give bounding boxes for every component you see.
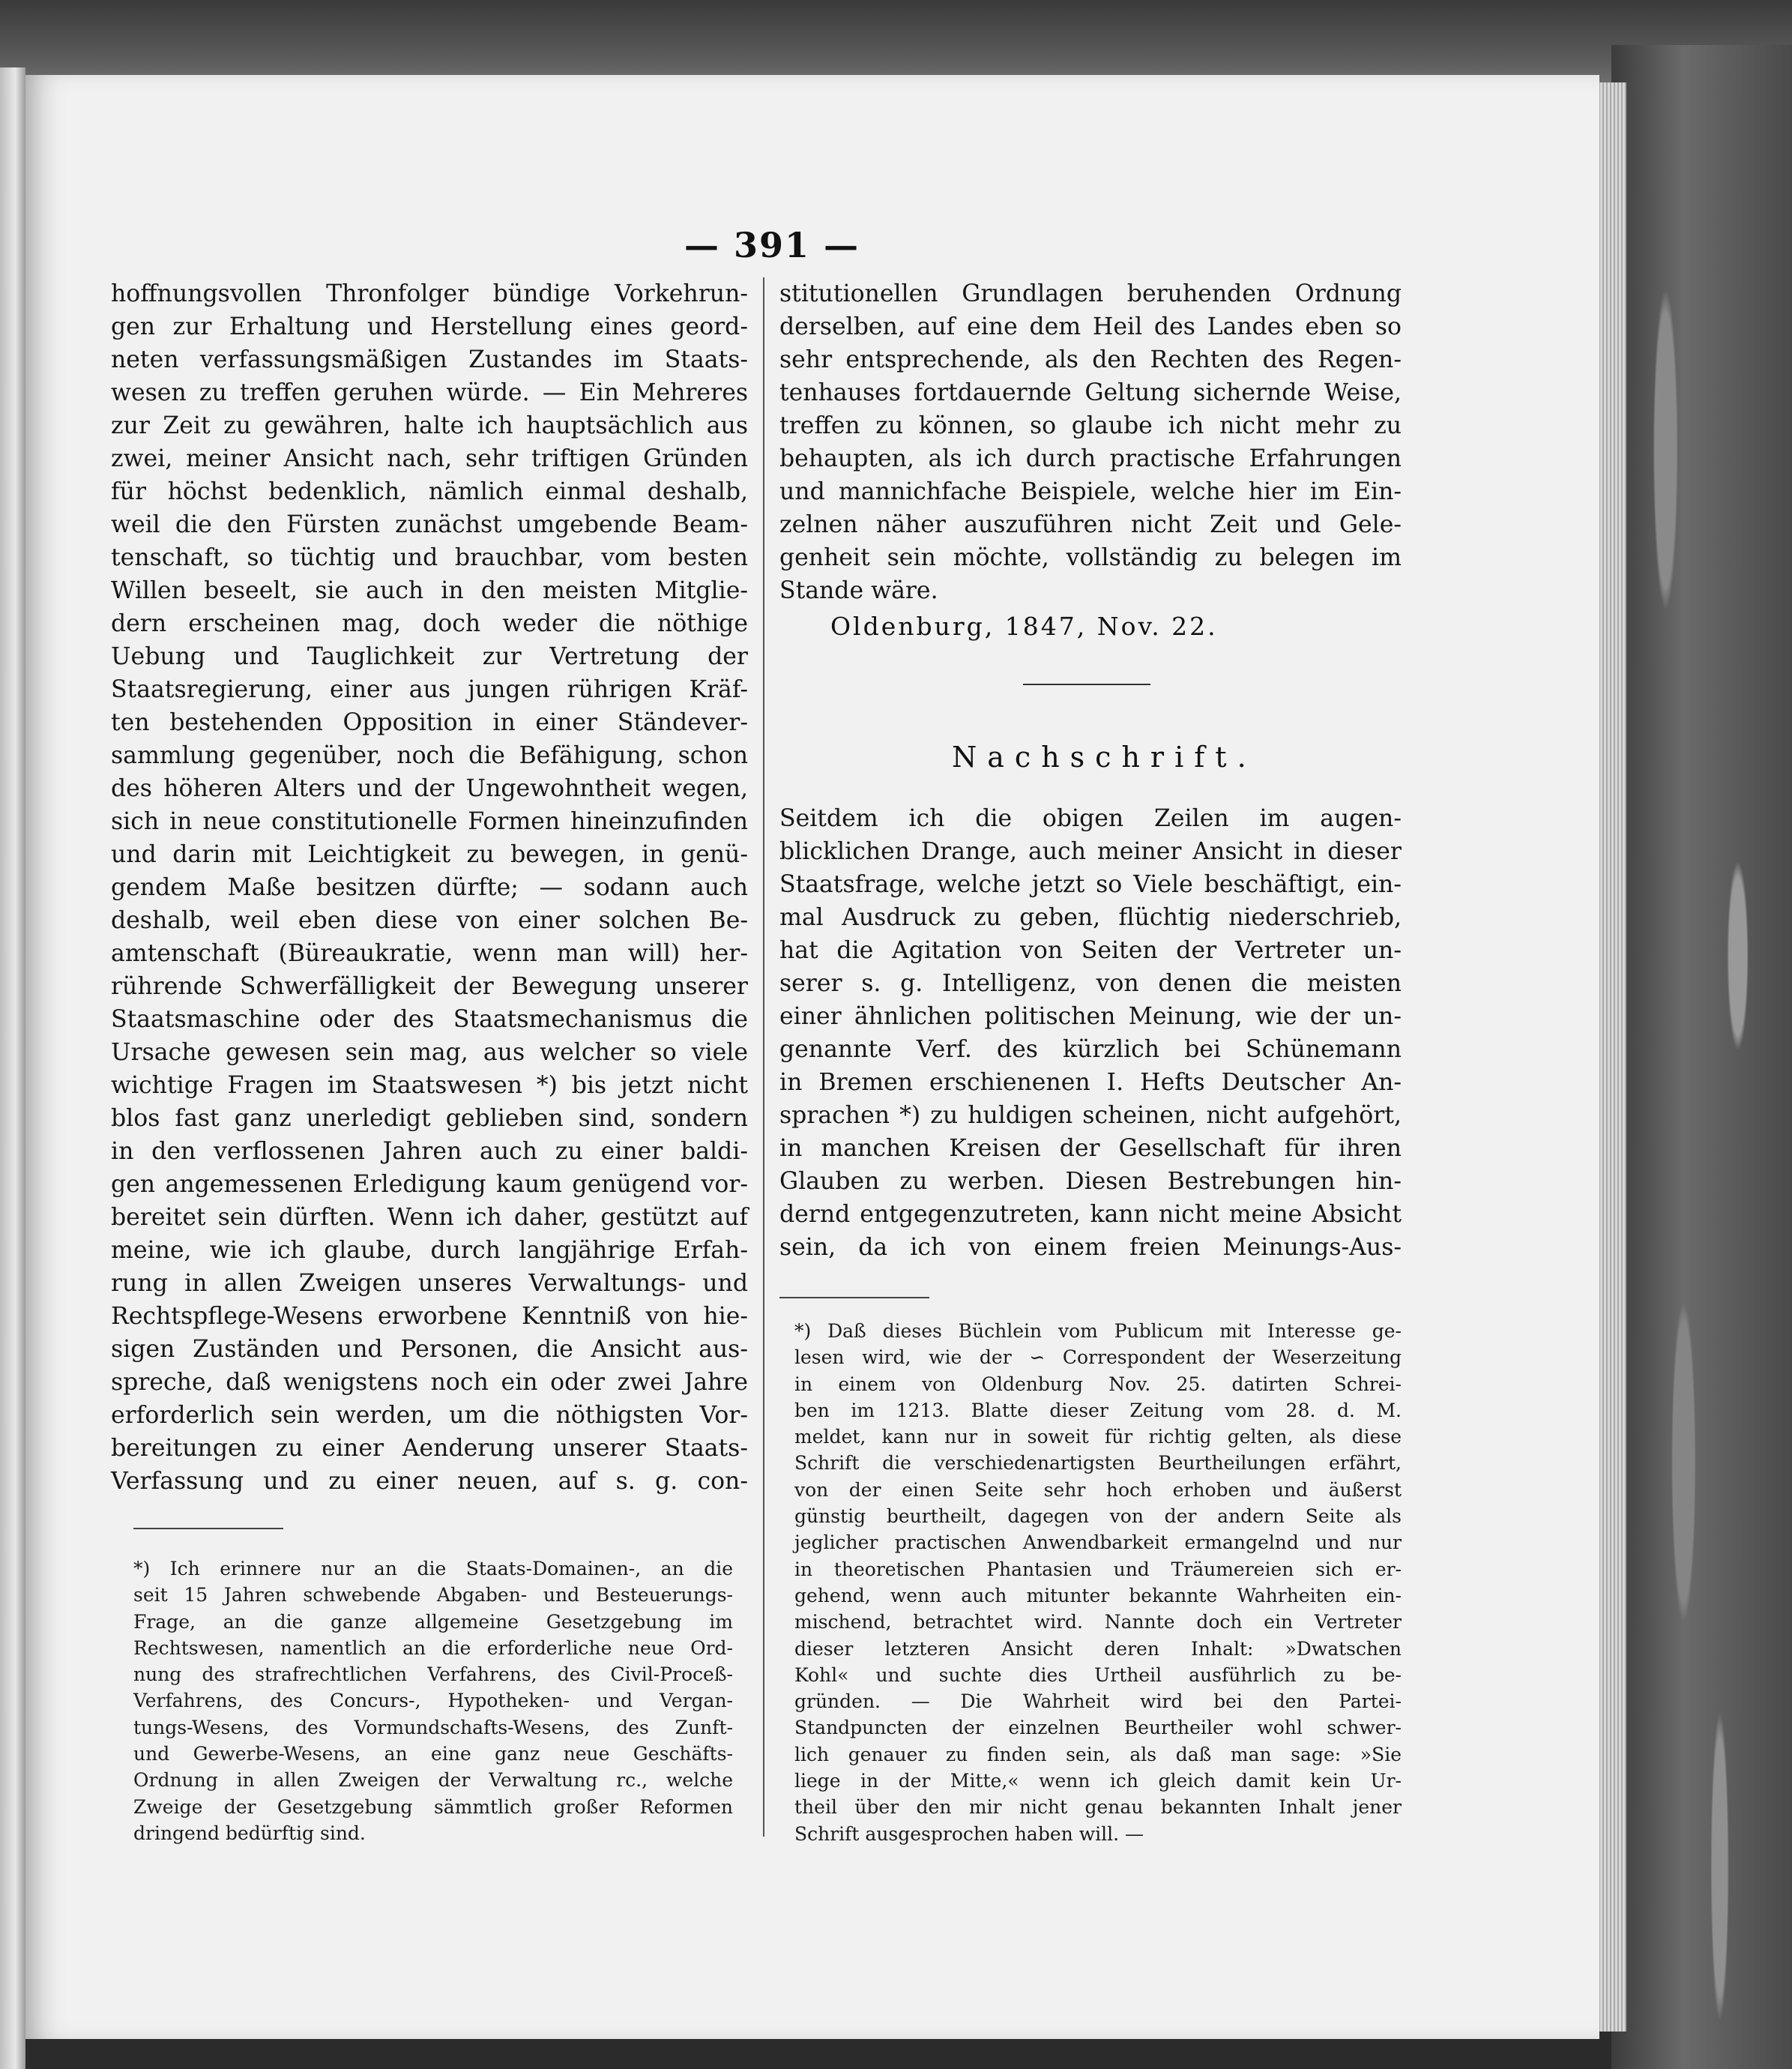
text-line: zelnen näher auszuführen nicht Zeit und Gele- <box>779 511 1402 538</box>
text-line: *) Daß dieses Büchlein vom Publicum mit Interesse ge- <box>794 1320 1402 1342</box>
text-line: deshalb, weil eben diese von einer solchen Be- <box>111 907 748 934</box>
text-line: für höchst bedenklich, nämlich einmal deshalb, <box>111 478 748 505</box>
text-line: mischend, betrachtet wird. Nannte doch ein Vertreter <box>794 1611 1402 1633</box>
text-line: in theoretischen Phantasien und Träumereien sich er- <box>794 1558 1402 1580</box>
text-line: wichtige Fragen im Staatswesen *) bis jetzt nicht <box>111 1072 748 1099</box>
text-line: des höheren Alters und der Ungewohntheit wegen, <box>111 775 748 802</box>
text-line: und Gewerbe-Wesens, an eine ganz neue Geschäfts- <box>133 1743 733 1765</box>
text-line: neten verfassungsmäßigen Zustandes im Staats- <box>111 346 748 373</box>
text-line: dernd entgegenzutreten, kann nicht meine Absicht <box>779 1201 1402 1228</box>
text-line: ben im 1213. Blatte dieser Zeitung vom 28. d. M. <box>794 1399 1402 1421</box>
text-line: Zweige der Gesetzgebung sämmtlich großer Reformen <box>133 1795 733 1818</box>
text-line: genannte Verf. des kürzlich bei Schünemann <box>779 1036 1402 1063</box>
footnote-rule-right <box>779 1297 929 1298</box>
text-line: gen angemessenen Erledigung kaum genügend vor- <box>111 1171 748 1198</box>
text-line: treffen zu können, so glaube ich nicht mehr zu <box>779 412 1402 439</box>
right-column-body <box>779 802 1402 1264</box>
text-line: in den verflossenen Jahren auch zu einer baldi- <box>111 1138 748 1165</box>
text-line: einer ähnlichen politischen Meinung, wie der un- <box>779 1003 1402 1030</box>
text-line: Verfahrens, des Concurs-, Hypotheken- und Vergan- <box>133 1690 733 1712</box>
text-line: hoffnungsvollen Thronfolger bündige Vorkehrun- <box>111 280 748 307</box>
text-line: blos fast ganz unerledigt geblieben sind, sondern <box>111 1105 748 1132</box>
text-line: rung in allen Zweigen unseres Verwaltungs- und <box>111 1270 748 1297</box>
text-line: zur Zeit zu gewähren, halte ich hauptsächlich aus <box>111 412 748 439</box>
text-line: zwei, meiner Ansicht nach, sehr triftigen Gründen <box>111 445 748 472</box>
text-line: Staatsregierung, einer aus jungen rührigen Kräf- <box>111 676 748 703</box>
page-number: — 391 — <box>684 225 860 265</box>
text-line: Staatsmaschine oder des Staatsmechanismus die <box>111 1006 748 1033</box>
text-line: Willen beseelt, sie auch in den meisten Mitglie- <box>111 577 748 604</box>
text-line: Schrift ausgesprochen haben will. — <box>794 1822 1144 1845</box>
section-rule <box>1023 684 1150 685</box>
text-line: behaupten, als ich durch practische Erfahrungen <box>779 445 1402 472</box>
text-line: Staatsfrage, welche jetzt so Viele beschäftigt, ein- <box>779 871 1402 898</box>
text-line: meldet, kann nur in soweit für richtig gelten, als diese <box>794 1426 1402 1448</box>
text-line: Glauben zu werben. Diesen Bestrebungen hin- <box>779 1168 1402 1195</box>
text-line: Standpuncten der einzelnen Beurtheiler wohl schwer- <box>794 1717 1402 1739</box>
text-line: sein, da ich von einem freien Meinungs-Aus- <box>779 1234 1402 1261</box>
text-line: liege in der Mitte,« wenn ich gleich damit kein Ur- <box>794 1770 1402 1792</box>
text-line: sehr entsprechende, als den Rechten des Regen- <box>779 346 1402 373</box>
left-column <box>111 277 748 1498</box>
text-line: lich genauer zu finden sein, als daß man sage: »Sie <box>794 1743 1402 1765</box>
dateline: Oldenburg, 1847, Nov. 22. <box>830 612 1218 641</box>
text-line: Seitdem ich die obigen Zeilen im augen- <box>779 805 1402 832</box>
text-line: und mannichfache Beispiele, welche hier im Ein- <box>779 478 1402 505</box>
text-line: Kohl« und suchte dies Urtheil ausführlich zu be- <box>794 1663 1402 1686</box>
right-column-top <box>779 277 1402 607</box>
text-line: in manchen Kreisen der Gesellschaft für ihren <box>779 1135 1402 1162</box>
text-line: hat die Agitation von Seiten der Vertreter un- <box>779 937 1402 964</box>
text-line: meine, wie ich glaube, durch langjährige Erfah- <box>111 1237 748 1264</box>
text-line: amtenschaft (Büreaukratie, wenn man will) her- <box>111 940 748 967</box>
section-heading: Nachschrift. <box>952 741 1257 774</box>
text-line: erforderlich sein werden, um die nöthigsten Vor- <box>111 1402 748 1429</box>
text-line: gendem Maße besitzen dürfte; — sodann auch <box>111 874 748 901</box>
text-line: dern erscheinen mag, doch weder die nöthige <box>111 610 748 637</box>
text-line: bereitet sein dürften. Wenn ich daher, gestützt auf <box>111 1204 748 1231</box>
text-line: Frage, an die ganze allgemeine Gesetzgebung im <box>133 1610 733 1633</box>
text-line: günstig beurtheilt, dagegen von der andern Seite als <box>794 1505 1402 1528</box>
text-line: gehend, wenn auch mitunter bekannte Wahrheiten ein- <box>794 1584 1402 1606</box>
text-line: in einem von Oldenburg Nov. 25. datirten Schrei- <box>794 1373 1402 1395</box>
text-line: jeglicher practischen Anwendbarkeit ermangelnd und nur <box>794 1532 1402 1554</box>
text-line: lesen wird, wie der ∽ Correspondent der Weserzeitung <box>794 1346 1402 1369</box>
text-line: Ordnung in allen Zweigen der Verwaltung rc., welche <box>133 1769 733 1792</box>
text-line: mal Ausdruck zu geben, flüchtig niederschrieb, <box>779 904 1402 931</box>
text-line: in Bremen erschienenen I. Hefts Deutscher An- <box>779 1069 1402 1096</box>
text-line: theil über den mir nicht genau bekannten Inhalt jener <box>794 1796 1402 1819</box>
text-line: Schrift die verschiedenartigsten Beurtheilungen erfährt, <box>794 1452 1402 1475</box>
text-line: ten bestehenden Opposition in einer Ständever- <box>111 709 748 736</box>
text-line: gründen. — Die Wahrheit wird bei den Partei- <box>794 1690 1402 1713</box>
text-line: von der einen Seite sehr hoch erhoben und äußerst <box>794 1478 1402 1501</box>
column-divider <box>763 277 764 1837</box>
text-line: serer s. g. Intelligenz, von denen die meisten <box>779 970 1402 997</box>
text-line: gen zur Erhaltung und Herstellung eines geord- <box>111 313 748 340</box>
text-line: blicklichen Drange, auch meiner Ansicht in dieser <box>779 838 1402 865</box>
text-line: tenhauses fortdauernde Geltung sichernde Weise, <box>779 379 1402 406</box>
text-line: tenschaft, so tüchtig und brauchbar, vom besten <box>111 544 748 571</box>
text-line: tungs-Wesens, des Vormundschafts-Wesens, des Zunft- <box>133 1716 733 1738</box>
text-line: weil die den Fürsten zunächst umgebende Beam- <box>111 511 748 538</box>
text-line: sigen Zuständen und Personen, die Ansicht aus- <box>111 1336 748 1363</box>
text-line: sich in neue constitutionelle Formen hineinzufinden <box>111 808 748 835</box>
text-line: derselben, auf eine dem Heil des Landes eben so <box>779 313 1402 340</box>
text-line: Ursache gewesen sein mag, aus welcher so viele <box>111 1039 748 1066</box>
text-line: Rechtspflege-Wesens erworbene Kenntniß von hie- <box>111 1303 748 1330</box>
text-line: dieser letzteren Ansicht deren Inhalt: »Dwatschen <box>794 1637 1402 1660</box>
text-line: nung des strafrechtlichen Verfahrens, des Civil-Proceß- <box>133 1663 733 1686</box>
text-line: Rechtswesen, namentlich an die erforderliche neue Ord- <box>133 1636 733 1659</box>
footnote-right <box>794 1318 1402 1847</box>
text-line: Uebung und Tauglichkeit zur Vertretung der <box>111 643 748 670</box>
text-line: Stande wäre. <box>779 577 938 604</box>
footnote-rule-left <box>133 1528 283 1529</box>
text-line: wesen zu treffen geruhen würde. — Ein Mehreres <box>111 379 748 406</box>
text-line: genheit sein möchte, vollständig zu belegen im <box>779 544 1402 571</box>
footnote-left <box>133 1555 733 1846</box>
text-line: bereitungen zu einer Aenderung unserer Staats- <box>111 1435 748 1462</box>
marbled-cover-edge <box>1611 45 1792 2069</box>
text-line: dringend bedürftig sind. <box>133 1822 366 1844</box>
left-page-edge <box>0 67 25 2069</box>
text-line: rührende Schwerfälligkeit der Bewegung unserer <box>111 973 748 1000</box>
text-line: sprachen *) zu huldigen scheinen, nicht aufgehört, <box>779 1102 1402 1129</box>
text-line: und darin mit Leichtigkeit zu bewegen, in genü- <box>111 841 748 868</box>
text-line: Verfassung und zu einer neuen, auf s. g. con- <box>111 1468 748 1495</box>
text-line: spreche, daß wenigstens noch ein oder zwei Jahre <box>111 1369 748 1396</box>
text-line: seit 15 Jahren schwebende Abgaben- und Besteuerungs- <box>133 1584 733 1606</box>
text-line: stitutionellen Grundlagen beruhenden Ordnung <box>779 280 1402 307</box>
text-line: sammlung gegenüber, noch die Befähigung, schon <box>111 742 748 769</box>
text-line: *) Ich erinnere nur an die Staats-Domainen-, an die <box>133 1558 733 1579</box>
page-stack-edge <box>1596 82 1626 2032</box>
